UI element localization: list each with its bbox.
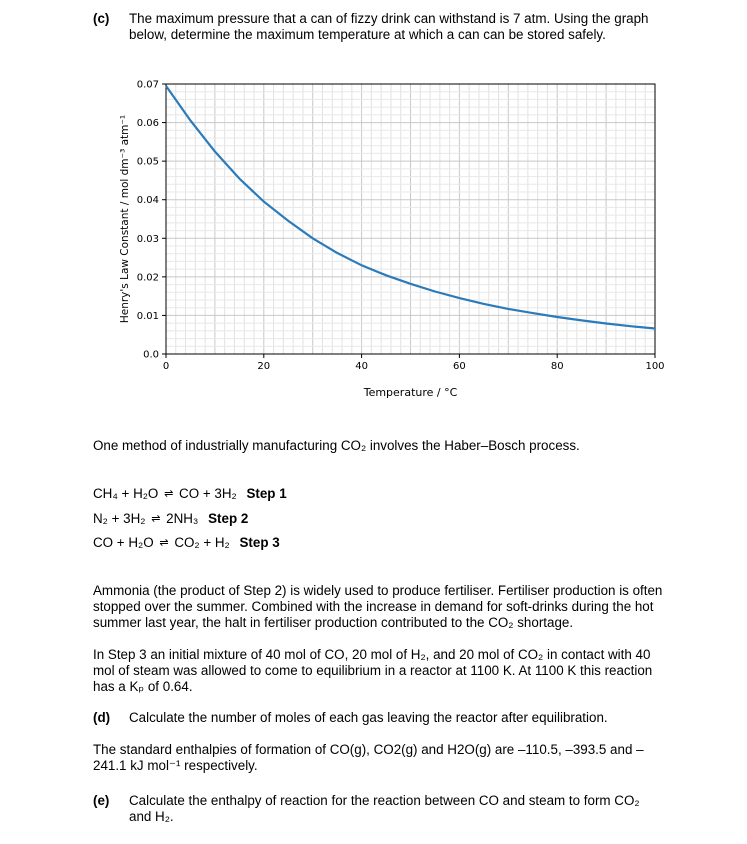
question-c-line1: The maximum pressure that a can of fizzy drink can withstand is 7 atm. Using the graph xyxy=(129,11,649,26)
x-tick-label: 100 xyxy=(645,361,665,372)
equilibrium-arrow-icon: ⇌ xyxy=(151,513,161,525)
y-tick-label: 0.0 xyxy=(143,349,159,361)
equation-lhs: CH₄ + H₂O xyxy=(93,486,159,501)
enthalpy-paragraph: The standard enthalpies of formation of CO(g), CO2(g) and H2O(g) are –110.5, –393.5 and –241.1 kJ mol⁻¹ respectively. xyxy=(93,742,644,773)
y-tick-label: 0.03 xyxy=(136,233,159,245)
y-tick-label: 0.06 xyxy=(136,118,159,130)
equation-step-label: Step 3 xyxy=(239,535,280,550)
equation-rhs: CO + 3H₂ xyxy=(179,486,237,501)
question-e-line1: Calculate the enthalpy of reaction for the reaction between CO and steam to form CO₂ xyxy=(129,793,640,808)
intro-text: One method of industrially manufacturing CO₂ involves the Haber–Bosch process. xyxy=(93,438,580,453)
x-axis-label: Temperature / °C xyxy=(363,386,458,399)
equation-step-3 xyxy=(93,535,280,552)
y-tick-label: 0.01 xyxy=(136,310,159,322)
equation-step-label: Step 2 xyxy=(208,511,249,526)
x-tick-label: 40 xyxy=(355,361,368,372)
question-e-line2: and H₂. xyxy=(129,809,174,824)
y-tick-label: 0.04 xyxy=(136,195,159,207)
ammonia-paragraph: Ammonia (the product of Step 2) is widely used to produce fertiliser. Fertiliser production is often stopped over the summer. Combined with the increase in demand for soft-drinks during the hot summer last year, the halt in fertiliser production contributed to the CO₂ shortage. xyxy=(93,583,663,630)
equilibrium-arrow-icon: ⇌ xyxy=(164,488,174,500)
question-e xyxy=(93,793,693,827)
y-tick-label: 0.07 xyxy=(136,79,159,91)
equation-step-2 xyxy=(93,511,248,528)
equilibrium-arrow-icon: ⇌ xyxy=(159,537,169,549)
question-c-label: (c) xyxy=(93,11,110,26)
y-tick-label: 0.02 xyxy=(136,272,159,284)
step3-paragraph: In Step 3 an initial mixture of 40 mol of CO, 20 mol of H₂, and 20 mol of CO₂ in contact with 40 mol of steam was allowed to come to equilibrium in a reactor at 1100 K. At 1100 K this reaction has a Kₚ of 0.64. xyxy=(93,647,653,694)
question-e-label: (e) xyxy=(93,793,110,808)
equation-rhs: 2NH₃ xyxy=(166,511,199,526)
question-d xyxy=(93,710,693,726)
question-d-label: (d) xyxy=(93,710,111,725)
x-tick-label: 60 xyxy=(453,361,466,372)
chart-ticks xyxy=(162,84,655,358)
equation-rhs: CO₂ + H₂ xyxy=(174,535,230,550)
henry-law-chart xyxy=(100,70,680,405)
y-tick-label: 0.05 xyxy=(136,156,159,168)
equation-lhs: CO + H₂O xyxy=(93,535,154,550)
y-tick-labels xyxy=(137,80,159,361)
equation-step-1 xyxy=(93,486,287,503)
question-c xyxy=(93,11,693,45)
x-tick-labels xyxy=(163,361,665,372)
x-tick-label: 20 xyxy=(257,361,271,372)
equation-step-label: Step 1 xyxy=(246,486,287,501)
x-tick-label: 80 xyxy=(550,361,564,372)
equation-lhs: N₂ + 3H₂ xyxy=(93,511,146,526)
question-d-text: Calculate the number of moles of each gas leaving the reactor after equilibration. xyxy=(129,710,608,725)
chart-grid xyxy=(166,84,655,354)
question-c-line2: below, determine the maximum temperature at which a can can be stored safely. xyxy=(129,27,606,42)
y-axis-label: Henry's Law Constant / mol dm⁻³ atm⁻¹ xyxy=(119,114,131,324)
x-tick-label: 0 xyxy=(162,361,170,372)
